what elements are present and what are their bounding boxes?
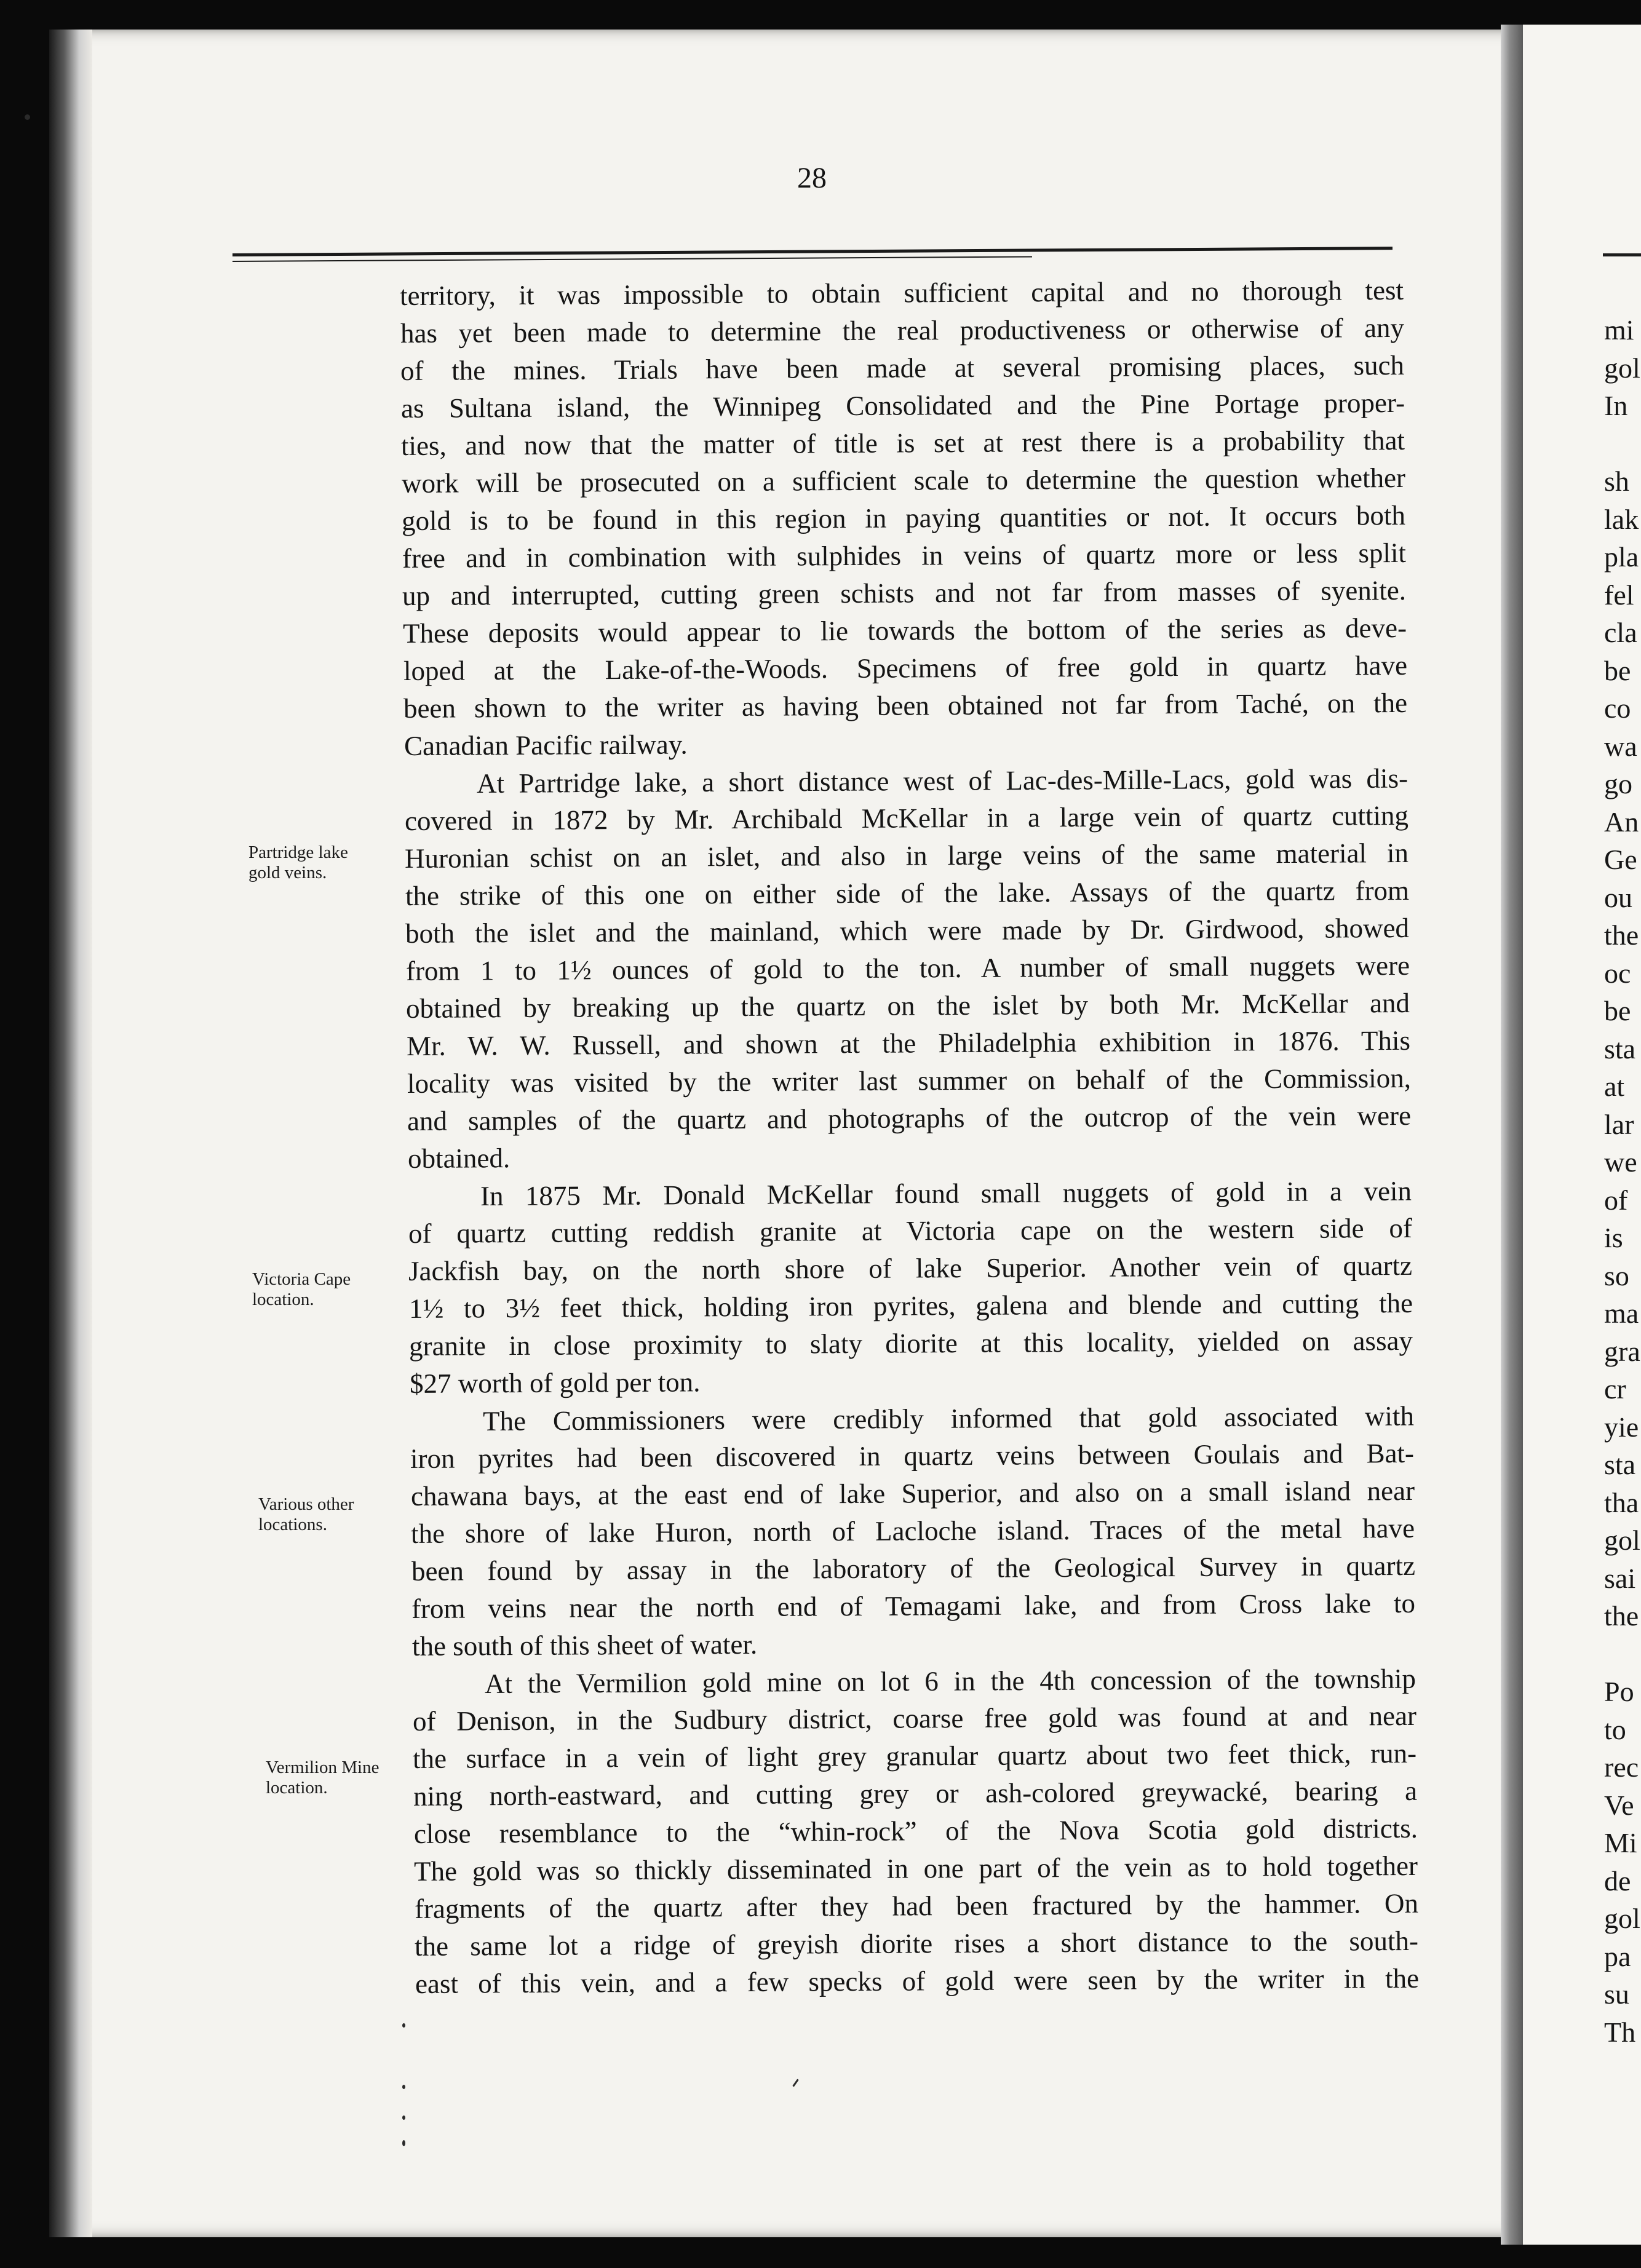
- margin-note-line: Victoria Cape: [252, 1269, 351, 1289]
- body-line: ties, and now that the matter of title is set at rest there is a probability that: [401, 424, 1405, 461]
- scan-speck: [402, 2115, 405, 2120]
- body-line: ning north-eastward, and cutting grey or ash-colored greywacké, bearing a: [413, 1775, 1418, 1812]
- facing-page-fragment: the: [1604, 919, 1639, 951]
- facing-page-fragment: su: [1604, 1978, 1629, 2010]
- body-line: iron pyrites had been discovered in quartz veins between Goulais and Bat-: [410, 1437, 1415, 1474]
- facing-page-fragment: gol: [1604, 1903, 1640, 1934]
- facing-page-fragment: Th: [1604, 2016, 1636, 2048]
- facing-page-fragment: of: [1604, 1184, 1628, 1216]
- facing-page-fragment: pla: [1604, 541, 1639, 573]
- body-line: as Sultana island, the Winnipeg Consolidated and the Pine Portage proper-: [400, 387, 1405, 424]
- body-line: loped at the Lake-of-the-Woods. Specimens of free gold in quartz have: [403, 649, 1407, 686]
- body-line: Huronian schist on an islet, and also in large veins of the same material in: [405, 837, 1409, 874]
- facing-page-fragment: Po: [1604, 1676, 1634, 1707]
- facing-page-fragment: Mi: [1604, 1827, 1637, 1858]
- body-line: At the Vermilion gold mine on lot 6 in the 4th concession of the township: [485, 1663, 1417, 1699]
- body-line: $27 worth of gold per ton.: [409, 1366, 701, 1399]
- body-line: gold is to be found in this region in paying quantities or not. It occurs both: [402, 499, 1406, 536]
- body-line: the surface in a vein of light grey granular quartz about two feet thick, run-: [413, 1737, 1417, 1774]
- facing-page-fragment: pa: [1604, 1940, 1631, 1972]
- body-line: has yet been made to determine the real productiveness or otherwise of any: [400, 312, 1404, 349]
- facing-page-fragment: wa: [1604, 730, 1637, 762]
- facing-page-fragment: In: [1604, 390, 1628, 421]
- margin-note: [258, 1494, 354, 1535]
- facing-page-edge: [1523, 25, 1641, 2245]
- margin-note-line: location.: [266, 1778, 328, 1798]
- facing-page-fragment: we: [1604, 1146, 1637, 1178]
- facing-page-fragment: cla: [1604, 617, 1637, 648]
- body-line: covered in 1872 by Mr. Archibald McKellar in a large vein of quartz cutting: [404, 799, 1409, 836]
- margin-note: [248, 843, 348, 883]
- body-line: of quartz cutting reddish granite at Victoria cape on the western side of: [408, 1212, 1412, 1249]
- margin-note-line: Various other: [258, 1494, 354, 1514]
- facing-page-fragment: yie: [1604, 1411, 1639, 1443]
- body-line: obtained by breaking up the quartz on the islet by both Mr. McKellar and: [406, 987, 1410, 1024]
- margin-note-line: locations.: [258, 1515, 327, 1534]
- margin-note-line: location.: [252, 1290, 314, 1309]
- facing-page-fragment: be: [1604, 654, 1631, 686]
- facing-page-fragment: fel: [1604, 579, 1634, 611]
- body-line: of the mines. Trials have been made at several promising places, such: [400, 349, 1405, 386]
- body-line: 1½ to 3½ feet thick, holding iron pyrites, galena and blende and cutting the: [408, 1287, 1413, 1324]
- facing-page-fragment: go: [1604, 768, 1632, 799]
- facing-page-fragment: the: [1604, 1600, 1639, 1632]
- margin-note: [266, 1758, 379, 1798]
- margin-note: [252, 1269, 351, 1310]
- body-line: chawana bays, at the east end of lake Superior, and also on a small island near: [410, 1475, 1415, 1512]
- facing-page-fragment: be: [1604, 995, 1631, 1026]
- facing-page-fragment: ou: [1604, 881, 1632, 913]
- body-line: The gold was so thickly disseminated in one part of the vein as to hold together: [413, 1850, 1418, 1887]
- body-line: the same lot a ridge of greyish diorite rises a short distance to the south-: [415, 1925, 1419, 1962]
- facing-page-fragment: so: [1604, 1259, 1629, 1291]
- margin-note-line: Vermilion Mine: [266, 1758, 379, 1777]
- facing-page-fragment: gol: [1604, 1525, 1640, 1556]
- body-line: Canadian Pacific railway.: [403, 729, 688, 761]
- scan-speck: [402, 2023, 405, 2028]
- facing-page-fragment: tha: [1604, 1486, 1639, 1518]
- facing-page-fragment: gol: [1604, 352, 1640, 384]
- facing-page-fragment: ma: [1604, 1298, 1639, 1329]
- body-line: fragments of the quartz after they had been fractured by the hammer. On: [414, 1887, 1418, 1924]
- body-line: up and interrupted, cutting green schists and not far from masses of syenite.: [402, 574, 1407, 611]
- facing-page-rule: [1603, 253, 1641, 256]
- body-line: from veins near the north end of Temagami lake, and from Cross lake to: [411, 1587, 1416, 1624]
- body-line: and samples of the quartz and photographs of the outcrop of the vein were: [407, 1100, 1412, 1136]
- scan-speck: [402, 2140, 405, 2146]
- body-line: the shore of lake Huron, north of Lacloche island. Traces of the metal have: [411, 1512, 1415, 1549]
- scan-speck: [25, 114, 30, 120]
- facing-page-fragment: sta: [1604, 1033, 1636, 1065]
- body-line: locality was visited by the writer last summer on behalf of the Commission,: [407, 1062, 1411, 1099]
- facing-page-fragment: sta: [1604, 1449, 1636, 1480]
- facing-page-fragment: Ve: [1604, 1789, 1634, 1821]
- body-line: from 1 to 1½ ounces of gold to the ton. A number of small nuggets were: [405, 950, 1410, 986]
- facing-page-fragment: cr: [1604, 1373, 1626, 1405]
- body-line: Mr. W. W. Russell, and shown at the Philadelphia exhibition in 1876. This: [406, 1025, 1411, 1061]
- body-line: In 1875 Mr. Donald McKellar found small nuggets of gold in a vein: [480, 1175, 1412, 1211]
- facing-page-fragment: Ge: [1604, 844, 1637, 875]
- body-line: the strike of this one on either side of the lake. Assays of the quartz from: [405, 874, 1409, 911]
- facing-page-fragment: lar: [1604, 1108, 1634, 1140]
- body-line: the south of this sheet of water.: [411, 1628, 758, 1662]
- facing-page-fragment: rec: [1604, 1751, 1639, 1783]
- body-line: free and in combination with sulphides in veins of quartz more or less split: [402, 537, 1406, 574]
- facing-page-fragment: mi: [1604, 314, 1634, 346]
- scan-speck: [402, 2085, 405, 2089]
- body-line: granite in close proximity to slaty diorite at this locality, yielded on assay: [409, 1325, 1413, 1362]
- facing-page-fragment: co: [1604, 692, 1631, 724]
- margin-note-line: Partridge lake: [248, 843, 348, 862]
- body-line: work will be prosecuted on a sufficient scale to determine the question whether: [401, 462, 1405, 499]
- body-line: of Denison, in the Sudbury district, coarse free gold was found at and near: [412, 1700, 1417, 1737]
- book-gutter: [1501, 25, 1523, 2245]
- facing-page-fragment: sh: [1604, 466, 1629, 497]
- facing-page-fragment: An: [1604, 806, 1639, 838]
- body-line: At Partridge lake, a short distance west of Lac-des-Mille-Lacs, gold was dis-: [477, 763, 1409, 799]
- facing-page-fragment: oc: [1604, 957, 1631, 989]
- body-line: been shown to the writer as having been obtained not far from Taché, on the: [403, 687, 1408, 724]
- body-line: east of this vein, and a few specks of gold were seen by the writer in the: [415, 1962, 1419, 1999]
- facing-page-fragment: is: [1604, 1222, 1623, 1253]
- body-line: Jackfish bay, on the north shore of lake Superior. Another vein of quartz: [408, 1250, 1413, 1287]
- body-line: territory, it was impossible to obtain sufficient capital and no thorough test: [399, 274, 1404, 311]
- facing-page-fragment: sai: [1604, 1562, 1636, 1594]
- body-line: both the islet and the mainland, which were made by Dr. Girdwood, showed: [405, 912, 1410, 949]
- body-line: been found by assay in the laboratory of the Geological Survey in quartz: [411, 1550, 1415, 1587]
- facing-page-fragment: lak: [1604, 503, 1639, 535]
- body-line: These deposits would appear to lie towards the bottom of the series as deve-: [402, 612, 1407, 649]
- facing-page-fragment: at: [1604, 1071, 1625, 1102]
- body-line: obtained.: [407, 1143, 510, 1174]
- margin-note-line: gold veins.: [248, 863, 327, 882]
- body-line: The Commissioners were credibly informed that gold associated with: [482, 1400, 1414, 1437]
- page-number: 28: [797, 162, 827, 194]
- facing-page-fragment: de: [1604, 1865, 1631, 1897]
- facing-page-fragment: gra: [1604, 1335, 1640, 1367]
- facing-page-fragment: to: [1604, 1713, 1626, 1745]
- body-line: close resemblance to the “whin-rock” of the Nova Scotia gold districts.: [413, 1812, 1418, 1849]
